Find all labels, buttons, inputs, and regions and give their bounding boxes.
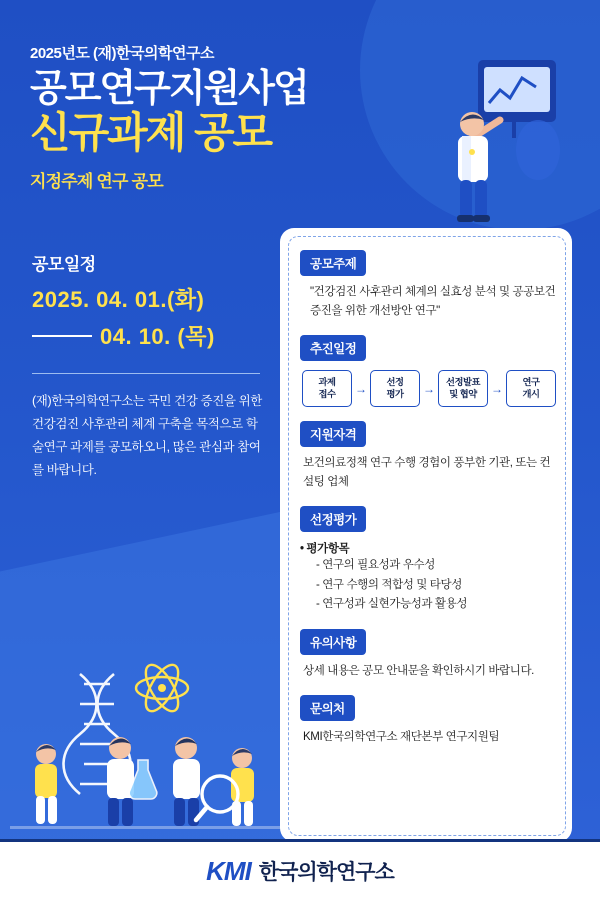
section-topic	[300, 250, 556, 321]
flow-step-4: 연구 개시	[506, 370, 556, 407]
section-evaluation-tag: 선정평가	[300, 506, 366, 532]
section-eligibility	[300, 421, 556, 492]
header-eyebrow: 2025년도 (재)한국의학연구소	[30, 45, 214, 62]
evaluation-heading: • 평가항목	[300, 543, 350, 556]
section-topic-tag: 공모주제	[300, 250, 366, 276]
section-eligibility-body: 보건의료정책 연구 수행 경험이 풍부한 기관, 또는 컨설팅 업체	[303, 457, 551, 489]
schedule-end-date: 04. 10. (목)	[100, 324, 215, 349]
evaluation-item-3: - 연구성과 실현가능성과 활용성	[316, 598, 468, 611]
section-contact	[300, 695, 556, 747]
left-divider	[32, 373, 260, 374]
schedule-rule	[32, 335, 92, 337]
section-evaluation	[300, 506, 556, 615]
flow-arrow-icon-3: →	[491, 381, 503, 396]
section-notice-body: 상세 내용은 공모 안내문을 확인하시기 바랍니다.	[303, 664, 534, 677]
flow-step-1: 과제 접수	[302, 370, 352, 407]
intro-description: (재)한국의학연구소는 국민 건강 증진을 위한 건강검진 사후관리 체계 구축을 목적으로 학술연구 과제를 공모하오니, 많은 관심과 참여를 바랍니다.	[32, 394, 262, 478]
section-notice	[300, 629, 556, 681]
evaluation-item-1: - 연구의 필요성과 우수성	[316, 559, 435, 572]
section-contact-tag: 문의처	[300, 695, 355, 721]
flow-arrow-icon-1: →	[355, 381, 367, 396]
section-eligibility-tag: 지원자격	[300, 421, 366, 447]
page-title: 공모연구지원사업	[30, 68, 308, 110]
process-flow	[300, 370, 556, 407]
flow-step-3: 선정발표 및 협약	[438, 370, 488, 407]
flow-arrow-icon-2: →	[423, 381, 435, 396]
schedule-label: 공모일정	[32, 255, 96, 274]
footer-logo	[0, 842, 600, 900]
kmi-logo-text: 한국의학연구소	[258, 861, 394, 884]
section-topic-body: "건강검진 사후관리 체계의 실효성 분석 및 공공보건 증진을 위한 개선방안 연구"	[310, 286, 556, 317]
section-schedule-tag: 추진일정	[300, 335, 366, 361]
section-contact-body: KMI한국의학연구소 재단본부 연구지원팀	[303, 730, 500, 743]
doctor-presentation-illustration	[426, 58, 576, 238]
flow-step-2: 선정 평가	[370, 370, 420, 407]
poster-header	[30, 42, 460, 192]
section-notice-tag: 유의사항	[300, 629, 366, 655]
page-title-highlight: 신규과제 공모	[30, 109, 272, 157]
schedule-start-date: 2025. 04. 01.(화)	[32, 287, 205, 312]
laboratory-scientists-illustration	[10, 644, 282, 834]
left-column	[32, 250, 264, 483]
schedule-end-row	[32, 320, 264, 351]
info-panel-content	[300, 250, 556, 761]
evaluation-item-2: - 연구 수행의 적합성 및 타당성	[316, 578, 462, 591]
kmi-logo-mark: KMI	[206, 855, 251, 886]
section-schedule	[300, 335, 556, 407]
page-subtitle: 지정주제 연구 공모	[30, 172, 163, 192]
